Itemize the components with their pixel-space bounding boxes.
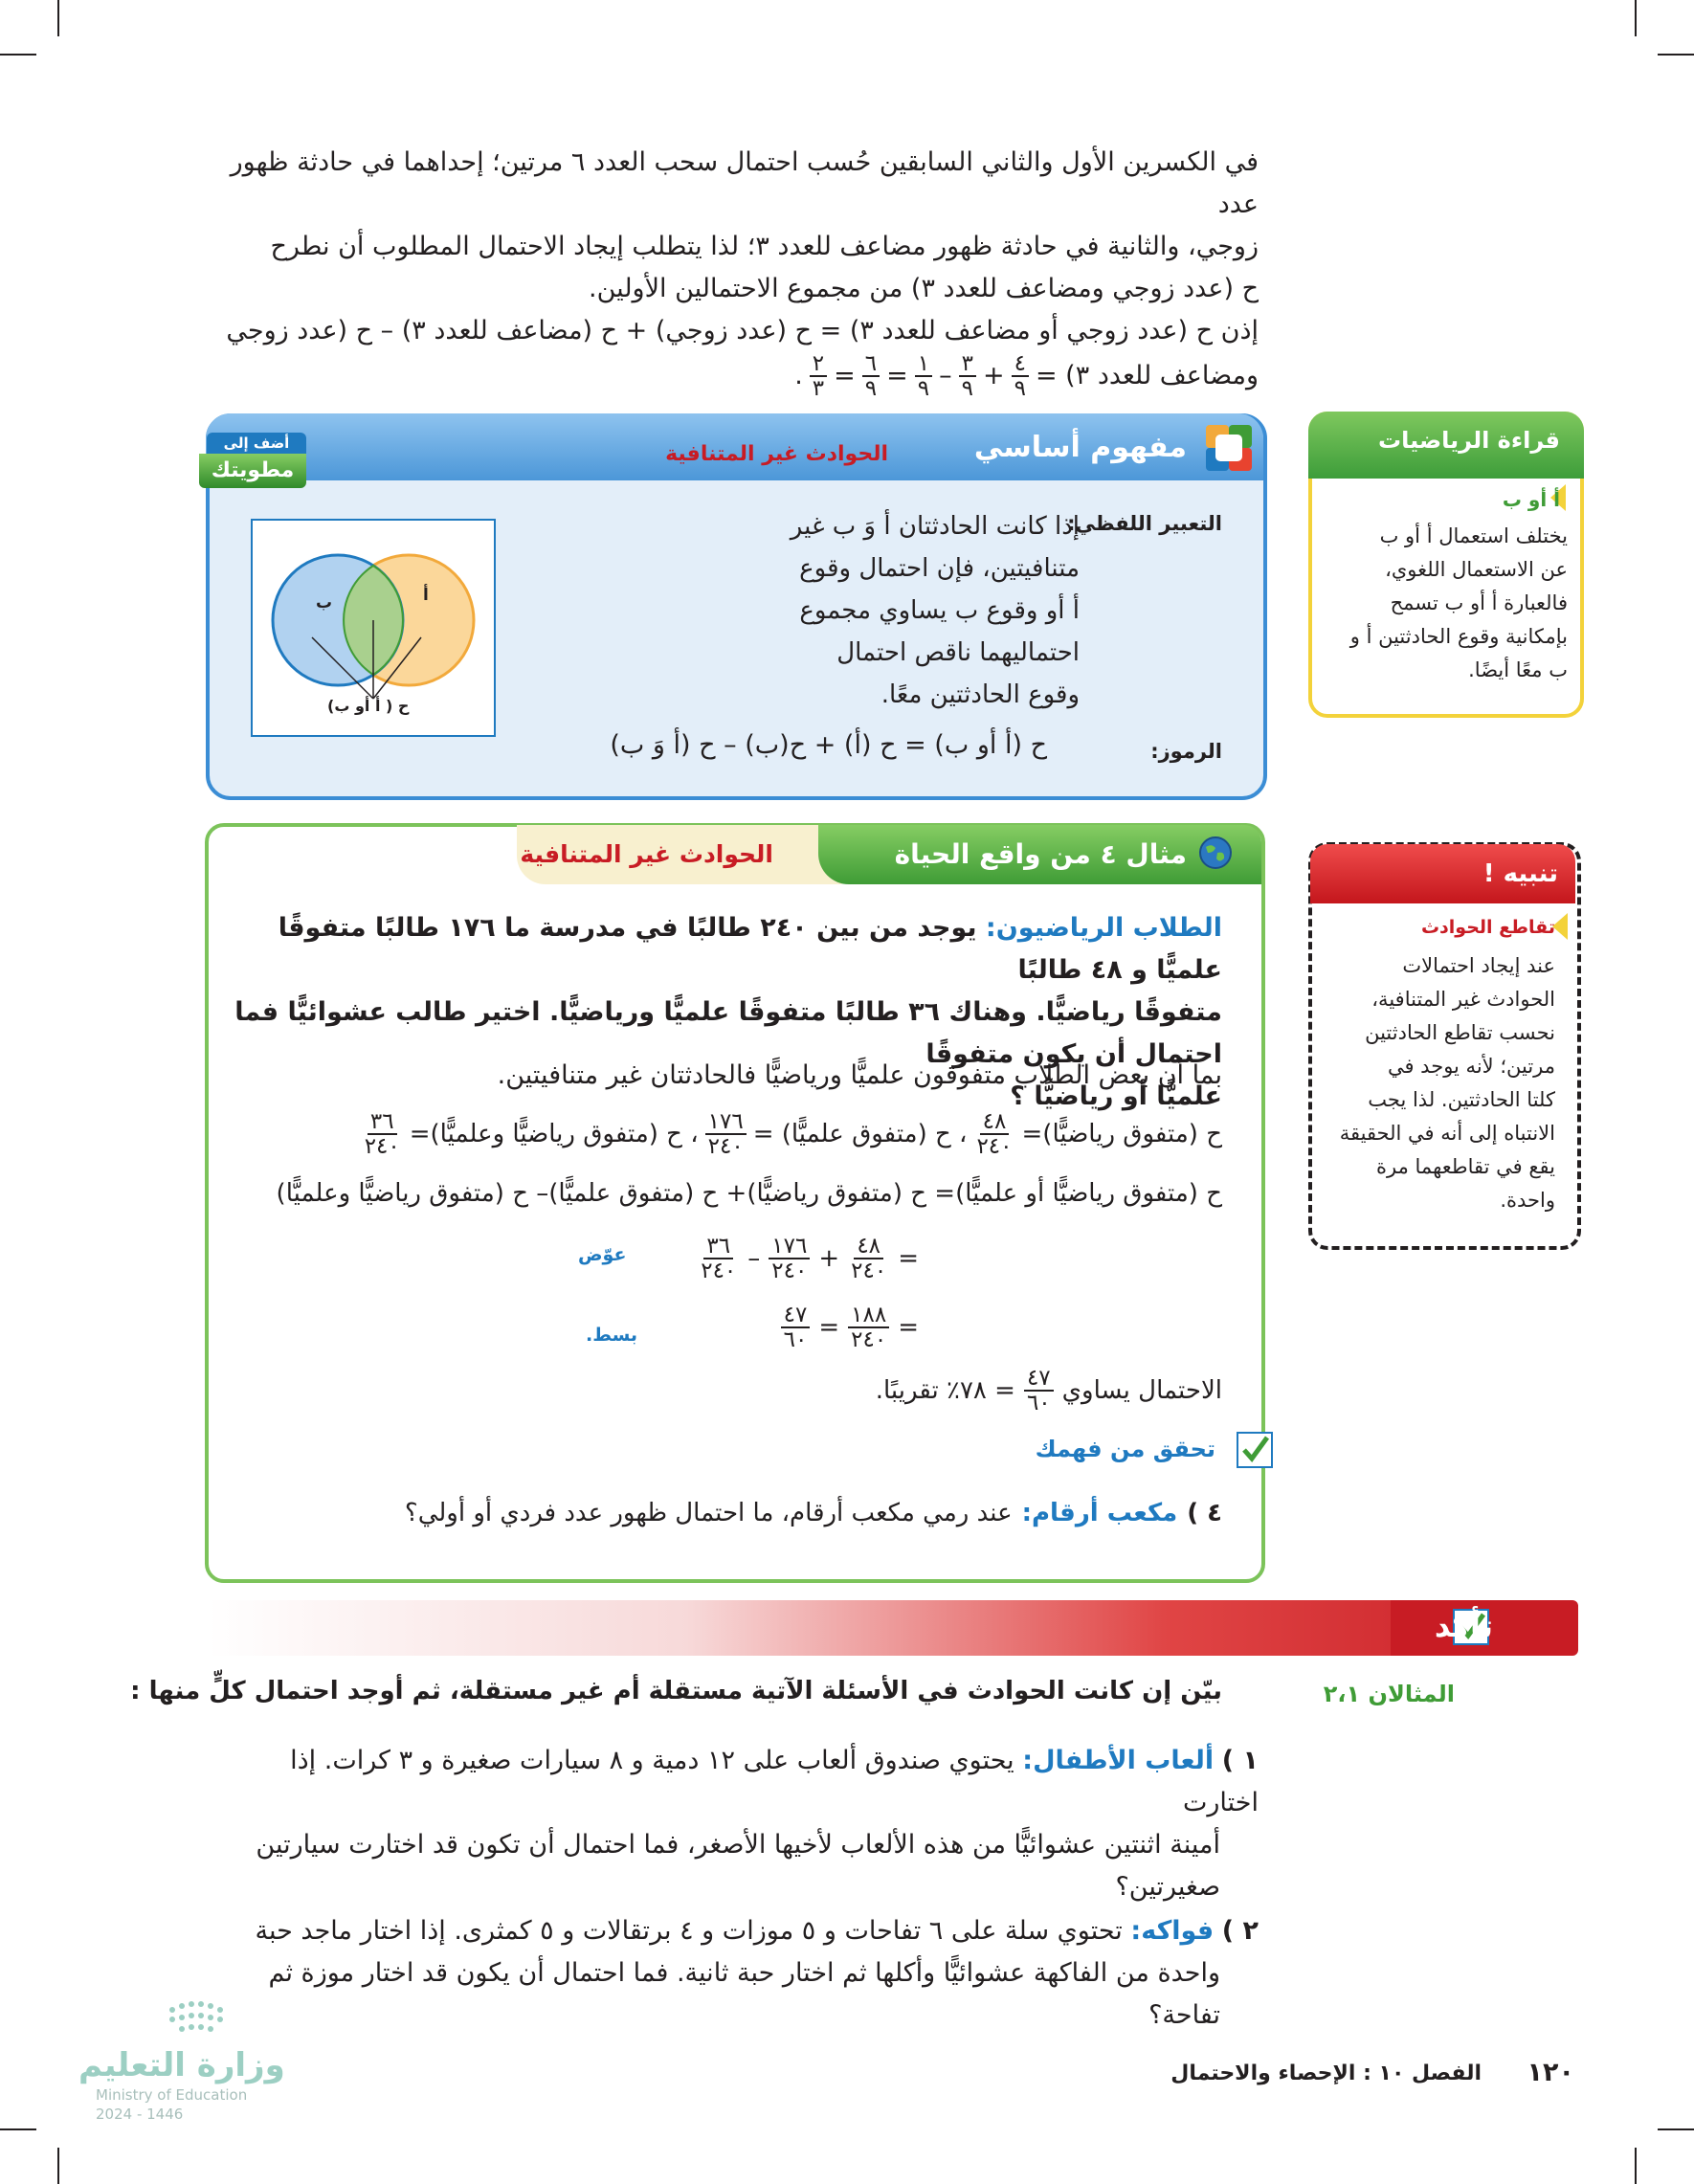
substitution-line xyxy=(695,1235,919,1282)
operator: – xyxy=(939,361,952,390)
intro-paragraph xyxy=(206,142,1259,400)
foldable-tag-main: مطويتك xyxy=(199,454,306,488)
operator: + xyxy=(818,1244,840,1273)
example-q-line: متفوقًا رياضيًّا. وهناك ٣٦ طالبًا متفوقًا علميًّا ورياضيًّا. اختير طالب عشوائيًّا فما احتمال أن يكون متفوقًا xyxy=(234,997,1222,1069)
reading-math-body xyxy=(1328,520,1568,687)
math-text: = ٧٨٪ تقريبًا. xyxy=(875,1376,1015,1405)
question-text: تحتوي سلة على ٦ تفاحات و ٥ موزات و ٤ برتقالات و ٥ كمثرى. إذا اختار ماجد حبة xyxy=(255,1916,1123,1946)
operator: = xyxy=(886,361,908,390)
operator: = xyxy=(898,1313,919,1342)
reading-line: ب معًا أيضًا. xyxy=(1468,658,1568,681)
intro-line: ومضاعف للعدد ٣) = xyxy=(1035,361,1259,390)
verbal-line: إذا كانت الحادثتان أ وَ ب غير xyxy=(790,512,1080,541)
caution-line: واحدة. xyxy=(1500,1189,1555,1212)
fraction: $\frac{٤}{٩}$ xyxy=(1012,352,1029,400)
caution-line: عند إيجاد احتمالات xyxy=(1402,954,1555,977)
question-number: ١ ) xyxy=(1221,1746,1259,1775)
foldable-tag xyxy=(199,433,306,488)
simplify-line xyxy=(778,1304,919,1351)
confirm-title: تأكد xyxy=(1434,1608,1493,1644)
question-text: يحتوي صندوق ألعاب على ١٢ دمية و ٨ سيارات صغيرة و ٣ كرات. إذا اختارت xyxy=(290,1746,1259,1817)
reading-line: فالعبارة أ أو ب تسمح xyxy=(1390,591,1568,614)
question-text: عند رمي مكعب أرقام، ما احتمال ظهور عدد فردي أو أولي؟ xyxy=(404,1499,1013,1527)
math-text: ، ح (متفوق علميًّا) = xyxy=(752,1120,968,1148)
reading-math-title: قراءة الرياضيات xyxy=(1378,427,1560,454)
operator: = xyxy=(898,1244,919,1273)
chapter-title: الفصل ١٠ : الإحصاء والاحتمال xyxy=(1170,2061,1482,2085)
intro-line: زوجي، والثانية في حادثة ظهور مضاعف للعدد ٣؛ لذا يتطلب إيجاد الاحتمال المطلوب أن نطرح xyxy=(270,232,1259,261)
operator: – xyxy=(747,1244,761,1273)
globe-icon xyxy=(1198,836,1233,870)
fraction: $\frac{٣٦}{٢٤٠}$ xyxy=(701,1234,737,1283)
operator: + xyxy=(982,361,1005,390)
question-number: ٢ ) xyxy=(1221,1916,1259,1946)
caution-line: يقع في تقاطعهما مرة xyxy=(1376,1155,1555,1178)
puzzle-icon xyxy=(1202,421,1256,475)
key-concept-title: مفهوم أساسي xyxy=(973,431,1187,464)
question-label: مكعب أرقام: xyxy=(1021,1499,1178,1527)
simplify-note: بسط. xyxy=(586,1325,638,1346)
page-number: ١٢٠ xyxy=(1527,2058,1574,2087)
fraction: $\frac{١٨٨}{٢٤٠}$ xyxy=(848,1304,889,1351)
crop-mark xyxy=(1635,0,1637,36)
confirm-question-2 xyxy=(215,1910,1259,2037)
intro-line: في الكسرين الأول والثاني السابقين حُسب احتمال سحب العدد ٦ مرتين؛ إحداهما في حادثة ظهور عدد xyxy=(230,147,1259,219)
examples-ref: المثالان ٢،١ xyxy=(1323,1681,1455,1707)
fraction: $\frac{٤٧}{٦٠}$ xyxy=(781,1304,811,1351)
fraction: $\frac{١٧٦}{٢٤٠}$ xyxy=(769,1235,810,1282)
foldable-tag-top: أضف إلى xyxy=(207,433,306,454)
verbal-line: وقوع الحادثتين معًا. xyxy=(880,680,1080,709)
check-understanding-title: تحقق من فهمك xyxy=(1035,1436,1215,1462)
confirm-bar xyxy=(208,1600,1578,1656)
fraction: $\frac{١٧٦}{٢٤٠}$ xyxy=(705,1110,747,1158)
crop-mark xyxy=(57,0,59,36)
ministry-year: 2024 - 1446 xyxy=(96,2106,184,2123)
venn-label-b: ب xyxy=(316,593,333,613)
question-text: أمينة اثنتين عشوائيًّا من هذه الألعاب لأخيها الأصغر، فما احتمال أن تكون قد اختارت سيارتين xyxy=(256,1830,1220,1860)
example-q-line: علميًّا أو رياضيًّا ؟ xyxy=(1010,1081,1222,1111)
verbal-line: احتماليهما ناقص احتمال xyxy=(836,638,1080,667)
caution-line: الانتباه إلى أنه في الحقيقة xyxy=(1339,1122,1555,1145)
verbal-line: أ أو وقوع ب يساوي مجموع xyxy=(799,596,1080,625)
example-label: الطلاب الرياضيون: xyxy=(985,913,1222,943)
venn-label-a: أ xyxy=(423,586,429,605)
venn-label-union: ح ( أ أو ب) xyxy=(327,697,410,715)
verbal-text xyxy=(678,505,1080,716)
checkbox-icon xyxy=(1237,1432,1273,1468)
example-title: مثال ٤ من واقع الحياة xyxy=(894,838,1187,870)
intro-line: إذن ح (عدد زوجي أو مضاعف للعدد ٣) = ح (عدد زوجي) + ح (مضاعف للعدد ٣) – ح (عدد زوجي xyxy=(226,316,1259,345)
crop-mark xyxy=(0,54,36,56)
operator: = xyxy=(834,361,856,390)
intro-equation-line xyxy=(206,352,1259,400)
example-solution-line: بما أن بعض الطلاب متفوقون علميًّا ورياضيًّا فالحادثتان غير متنافيتين. xyxy=(497,1060,1222,1090)
substitute-note: عوّض xyxy=(578,1244,627,1265)
result-line xyxy=(876,1367,1222,1415)
math-text: ح (متفوق رياضيًّا)= xyxy=(1021,1120,1222,1148)
question-text: واحدة من الفاكهة عشوائيًّا وأكلها ثم اختار حبة ثانية. فما احتمال أن يكون قد اختار موزة ثم تفاحة؟ xyxy=(268,1958,1220,2030)
crop-mark xyxy=(57,2148,59,2184)
caution-line: نحسب تقاطع الحادثتين xyxy=(1365,1021,1555,1044)
fraction: $\frac{٣٦}{٢٤٠}$ xyxy=(364,1109,400,1159)
venn-diagram xyxy=(251,519,496,737)
reading-line: عن الاستعمال اللغوي، xyxy=(1385,558,1568,581)
fraction: $\frac{٤٨}{٢٤٠}$ xyxy=(976,1109,1013,1159)
example-q-line: يوجد من بين ٢٤٠ طالبًا في مدرسة ما ١٧٦ طالبًا متفوقًا علميًّا و ٤٨ طالبًا xyxy=(278,913,1222,985)
operator: . xyxy=(794,361,803,390)
fraction: $\frac{٤٧}{٦٠}$ xyxy=(1024,1367,1054,1415)
fraction: $\frac{٢}{٣}$ xyxy=(810,352,827,400)
crop-mark xyxy=(1635,2148,1637,2184)
question-label: ألعاب الأطفال: xyxy=(1022,1746,1215,1775)
crop-mark xyxy=(1658,54,1694,56)
probabilities-line xyxy=(122,1110,1222,1158)
reading-line: بإمكانية وقوع الحادثتين أ و xyxy=(1349,625,1568,648)
math-text: الاحتمال يساوي xyxy=(1061,1376,1222,1405)
question-number: ٤ ) xyxy=(1187,1499,1222,1527)
caution-title: تنبيه ! xyxy=(1482,859,1558,888)
ministry-name-en: Ministry of Education xyxy=(96,2086,248,2104)
ministry-name-ar: وزارة التعليم xyxy=(78,2046,285,2084)
intro-line: ح (عدد زوجي ومضاعف للعدد ٣) من مجموع الاحتمالين الأولين. xyxy=(589,274,1259,303)
math-text: ، ح (متفوق رياضيًّا وعلميًّا)= xyxy=(409,1120,699,1148)
fraction: $\frac{٣}{٩}$ xyxy=(959,352,976,400)
fraction: $\frac{٤٨}{٢٤٠}$ xyxy=(851,1234,887,1283)
union-formula: ح (متفوق رياضيًّا أو علميًّا)= ح (متفوق رياضيًّا)+ ح (متفوق علميًّا)– ح (متفوق رياضيًّا وعلميًّا) xyxy=(276,1179,1222,1208)
operator: = xyxy=(818,1313,840,1342)
confirm-instruction: بيّن إن كانت الحوادث في الأسئلة الآتية مستقلة أم غير مستقلة، ثم أوجد احتمال كلٍّ منها : xyxy=(130,1677,1222,1705)
fraction: $\frac{١}{٩}$ xyxy=(915,352,932,400)
caution-subtitle: تقاطع الحوادث xyxy=(1420,917,1555,938)
caution-line: مرتين؛ لأنه يوجد في xyxy=(1387,1055,1555,1078)
question-label: فواكه: xyxy=(1130,1916,1215,1946)
verbal-label: التعبير اللفظي: xyxy=(1067,512,1222,535)
verbal-line: متنافيتين، فإن احتمال وقوع xyxy=(799,554,1080,583)
caution-line: الحوادث غير المتنافية، xyxy=(1371,988,1555,1011)
check-question xyxy=(405,1499,1222,1527)
question-text: صغيرتين؟ xyxy=(1115,1872,1220,1902)
confirm-question-1 xyxy=(215,1740,1259,1908)
fraction: $\frac{٦}{٩}$ xyxy=(862,352,880,400)
ministry-logo-icon xyxy=(165,1991,241,2039)
crop-mark xyxy=(0,2128,36,2130)
key-concept-subtitle: الحوادث غير المتنافية xyxy=(665,442,888,466)
symbols-formula: ح (أ أو ب) = ح (أ) + ح(ب) – ح (أ وَ ب) xyxy=(610,730,1047,760)
symbols-label: الرموز: xyxy=(1150,740,1222,763)
caution-body xyxy=(1316,949,1555,1217)
example-subtitle: الحوادث غير المتنافية xyxy=(520,840,773,868)
reading-line: يختلف استعمال أ أو ب xyxy=(1379,524,1568,547)
caution-line: كلتا الحادثتين. لذا يجب xyxy=(1368,1088,1555,1111)
crop-mark xyxy=(1658,2128,1694,2130)
reading-math-subtitle: أ أو ب xyxy=(1502,488,1560,511)
